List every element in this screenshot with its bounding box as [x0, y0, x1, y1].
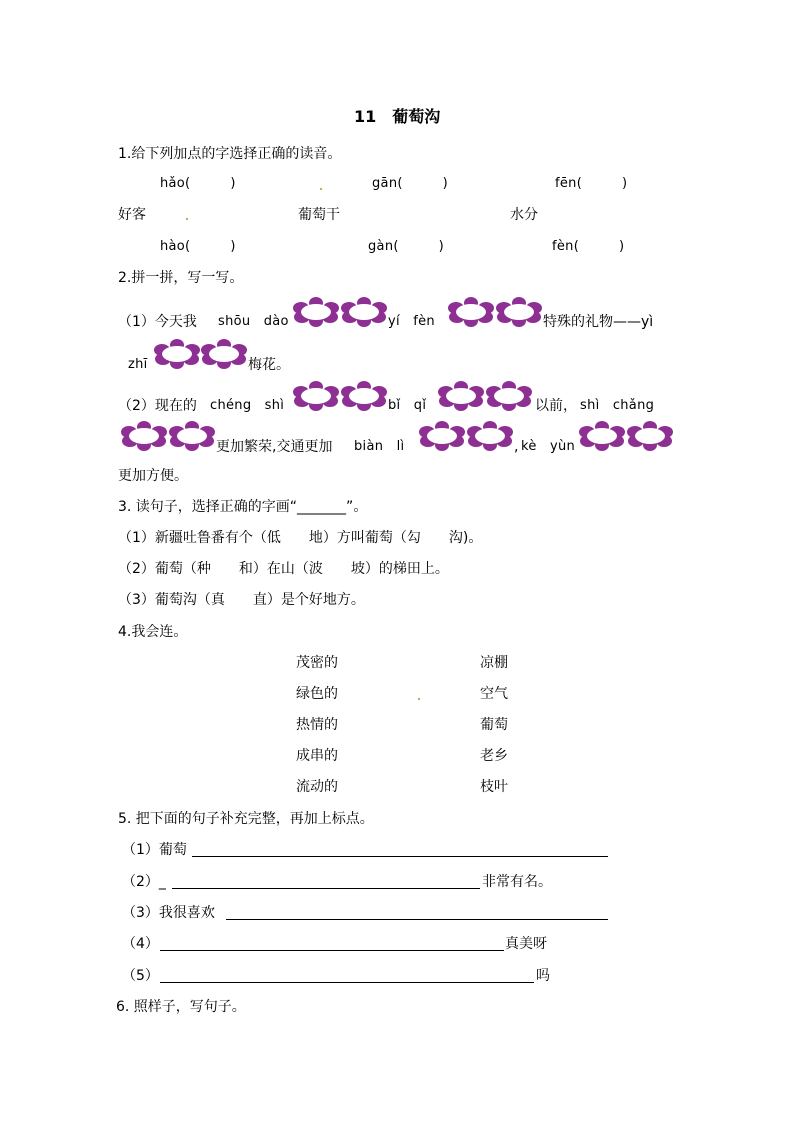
- q1-heading: 1.给下列加点的字选择正确的读音。: [118, 146, 342, 162]
- flower-blank-icon[interactable]: [495, 296, 543, 328]
- q2-s1-pinyin-yifen: yí fèn: [388, 314, 435, 329]
- q4-left-item[interactable]: 茂密的: [296, 655, 338, 671]
- flower-blank-icon[interactable]: [200, 338, 248, 370]
- q5-item-2-prefix: （2）_: [122, 874, 166, 890]
- q4-left-item[interactable]: 成串的: [296, 748, 338, 764]
- q1-pinyin-gan4: gàn( ): [368, 239, 445, 254]
- q2-s1-pinyin-shoudao: shōu dào: [218, 314, 289, 329]
- q6-heading: 6. 照样子，写句子。: [116, 999, 246, 1015]
- flower-blank-icon[interactable]: [485, 380, 533, 412]
- flower-blank-icon[interactable]: [340, 380, 388, 412]
- q4-right-item[interactable]: 枝叶: [480, 779, 508, 795]
- flower-blank-icon[interactable]: [168, 420, 216, 452]
- q2-s1-prefix: （1）今天我: [118, 314, 197, 330]
- q4-heading: 4.我会连。: [118, 624, 188, 640]
- q4-right-item[interactable]: 凉棚: [480, 655, 508, 671]
- flower-blank-icon[interactable]: [578, 420, 626, 452]
- q4-right-item[interactable]: 老乡: [480, 748, 508, 764]
- page-title: 11 葡萄沟: [354, 107, 441, 126]
- flower-blank-icon[interactable]: [447, 296, 495, 328]
- q3-item-3: （3）葡萄沟（真 直）是个好地方。: [118, 592, 365, 608]
- q5-heading: 5. 把下面的句子补充完整，再加上标点。: [118, 811, 374, 827]
- q5-item-3-prefix: （3）我很喜欢: [122, 905, 215, 921]
- q2-s2-mid: 以前，: [535, 398, 577, 414]
- flower-blank-icon[interactable]: [626, 420, 674, 452]
- q2-s1-pinyin-zhi: zhī: [128, 357, 148, 372]
- decor-dot: [186, 218, 188, 220]
- q5-item-2-suffix: 非常有名。: [482, 874, 552, 890]
- q2-s2-pinyin-chengshi: chéng shì: [210, 398, 285, 413]
- q5-item-4-prefix: （4）: [122, 936, 159, 952]
- q4-left-item[interactable]: 绿色的: [296, 686, 338, 702]
- q2-s2-text2: 更加繁荣,交通更加: [216, 439, 333, 455]
- q4-left-item[interactable]: 热情的: [296, 717, 338, 733]
- q5-item-5-prefix: （5）: [122, 968, 159, 984]
- decor-dot: [320, 188, 322, 190]
- q1-pinyin-gan1: gān( ): [372, 176, 449, 191]
- q4-right-item[interactable]: 空气: [480, 686, 508, 702]
- answer-line[interactable]: [172, 888, 480, 889]
- q1-pinyin-fen1: fēn( ): [555, 176, 628, 191]
- q1-word-haoke: 好客: [118, 207, 146, 223]
- q3-item-2: （2）葡萄（种 和）在山（波 坡）的梯田上。: [118, 561, 449, 577]
- flower-blank-icon[interactable]: [153, 338, 201, 370]
- q4-left-item[interactable]: 流动的: [296, 779, 338, 795]
- q1-word-putaogan: 葡萄干: [298, 207, 340, 223]
- q2-s2-sep: ,: [514, 439, 519, 455]
- q5-item-5-suffix: 吗: [536, 968, 550, 984]
- flower-blank-icon[interactable]: [340, 296, 388, 328]
- q2-heading: 2.拼一拼，写一写。: [118, 270, 244, 286]
- q1-pinyin-hao3: hǎo( ): [160, 176, 236, 191]
- q1-word-shuifen: 水分: [510, 207, 538, 223]
- flower-blank-icon[interactable]: [120, 420, 168, 452]
- q1-pinyin-fen4: fèn( ): [552, 239, 625, 254]
- q2-s2-pinyin-shichang: shì chǎng: [580, 398, 655, 413]
- answer-line[interactable]: [192, 856, 608, 857]
- q2-s1-end: 梅花。: [248, 357, 290, 373]
- q2-s2-pinyin-biqi: bǐ qǐ: [388, 398, 427, 413]
- q3-item-1: （1）新疆吐鲁番有个（低 地）方叫葡萄（勾 沟)。: [118, 530, 483, 546]
- answer-line[interactable]: [160, 950, 504, 951]
- flower-blank-icon[interactable]: [418, 420, 466, 452]
- q5-item-1-prefix: （1）葡萄: [122, 842, 187, 858]
- flower-blank-icon[interactable]: [466, 420, 514, 452]
- q2-s2-prefix: （2）现在的: [118, 398, 197, 414]
- q5-item-4-suffix: 真美呀: [505, 936, 547, 952]
- q3-heading: 3. 读句子，选择正确的字画“_______”。: [118, 499, 368, 515]
- q2-s1-text: 特殊的礼物——yì: [543, 314, 654, 330]
- q2-s2-pinyin-bianli: biàn lì: [354, 439, 405, 454]
- q1-pinyin-hao4: hào( ): [160, 239, 236, 254]
- flower-blank-icon[interactable]: [292, 296, 340, 328]
- q4-right-item[interactable]: 葡萄: [480, 717, 508, 733]
- q2-s2-pinyin-keyun: kè yùn: [521, 439, 576, 454]
- decor-dot: [418, 698, 420, 700]
- q2-s2-end: 更加方便。: [118, 468, 188, 484]
- flower-blank-icon[interactable]: [292, 380, 340, 412]
- answer-line[interactable]: [226, 919, 608, 920]
- flower-blank-icon[interactable]: [437, 380, 485, 412]
- answer-line[interactable]: [160, 982, 534, 983]
